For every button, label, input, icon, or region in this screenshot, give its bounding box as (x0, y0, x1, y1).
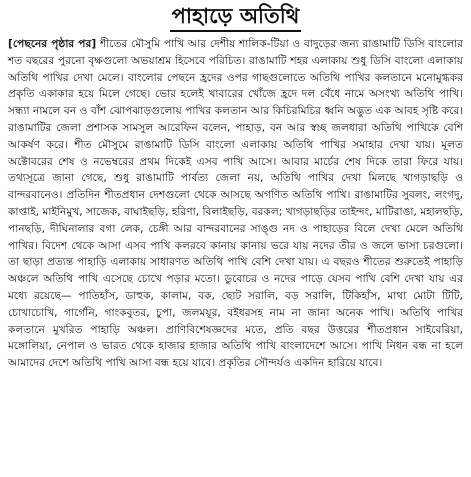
headline-container (8, 2, 463, 32)
article-text: শীতের মৌসুমি পাখি আর দেশীয় শালিক-টিয়া ও বাদুড়ের জন্য রাঙামাটি ডিসি বাংলোর শত বছরের পুরনো বৃক্ষগুলো অভয়াশ্রম হিসেবে পরিচিত। রাঙামাটি শহর এলাকায় শুধু ডিসি বাংলো এলাকায় অতিথি পাখির দেখা মেলে। বাংলোর পেছনে হ্রদের ওপর গাছগুলোতে অতিথি পাখির কলতানে মনোমুগ্ধকর প্রকৃতি একাকার হয়ে মিলে গেছে। ভোর হলেই খাবারের খোঁজে হ্রদে দল বেঁধে নামে অসংখ্য অতিথি পাখি। সন্ধ্যা নামলে বন ও বাঁশ ঝোপঝাড়গুলোয় পাখির কলতান আর কিচিরমিচির ধ্বনি অদ্ভুত এক আবহ সৃষ্টি করে। রাঙামাটির জেলা প্রশাসক সামসুল আরেফিন বলেন, পাহাড়, বন আর স্বচ্ছ জলধারা অতিথি পাখিকে বেশি আকর্ষণ করে। শীত মৌসুমে রাঙামাটি ডিসি বাংলো এলাকায় অতিথি পাখির সমাহার দেখা যায়। মূলত অক্টোবরের শেষ ও নভেম্বরের প্রথম দিকেই এসব পাখি আসে। আবার মার্চের শেষ দিকে তারা ফিরে যায়। তথ্যসূত্রে জানা গেছে, শুধু রাঙামাটি পার্বত্য জেলা নয়, অতিথি পাখির দেখা মিলছে খাগড়াছড়ি ও বান্দরবানেও। প্রতিদিন শীতপ্রধান দেশগুলো থেকে আসছে অগণিত অতিথি পাখি। রাঙামাটির সুবলং, লংগদু, কাপ্তাই, মাইনিমুখ, সাজেক, বাঘাইছড়ি, হরিণা, বিলাইছড়ি, বরকল; খাগড়াছড়ির তাইন্দং, মাটিরাঙা, মহালছড়ি, পানছড়ি, দীঘিনালার বগা লেক, চেঙ্গী আর বান্দরবানের সাঙ্গু নদ ও পাহাড়ের বিলে দেখা মেলে অতিথি পাখির। বিদেশ থেকে আসা এসব পাখি কলরবে কানায় কানায় ভরে যায় নদের তীর ও জলে ভাসা চরগুলো। তা ছাড়া প্রত্যন্ত পাহাড়ি এলাকায় সাধারণত অতিথি পাখি বেশি দেখা যায়। এ বছরও শীতের শুরুতেই পাহাড়ি অঞ্চলে অতিথি পাখি এসেছে চোখে পড়ার মতো। ডুবোচর ও নদের পাড়ে যেসব পাখি বেশি দেখা যায় এর মধ্যে রয়েছে— পাতিহাঁস, ডাহুক, কালাম, বক, ছোট সরালি, বড় সরালি, টিকিহাঁস, মাথা মোটা টিটি, চোখাচোখি, গার্গেনি, গাংকবুতর, চুপা, জলময়ূর, বইধরসহ নাম না জানা অনেক পাখি। অতিথি পাখির কলতানে মুখরিত পাহাড়ি অঞ্চল। প্রাণিবিশেষজ্ঞদের মতে, প্রতি বছর উত্তরের শীতপ্রধান সাইবেরিয়া, মঙ্গোলিয়া, নেপাল ও ভারত থেকে হাজার হাজার অতিথি পাখি বাংলাদেশে আসে। পাখি নিধন বন্ধ না হলে আমাদের দেশে অতিথি পাখি আসা বন্ধ হয়ে যাবে। প্রকৃতির সৌন্দর্যও একদিন হারিয়ে যাবে। (8, 38, 464, 370)
article-body (8, 36, 463, 372)
continuation-kicker: [পেছনের পৃষ্ঠার পর] (8, 38, 97, 50)
article-headline: পাহাড়ে অতিথি (170, 2, 302, 32)
